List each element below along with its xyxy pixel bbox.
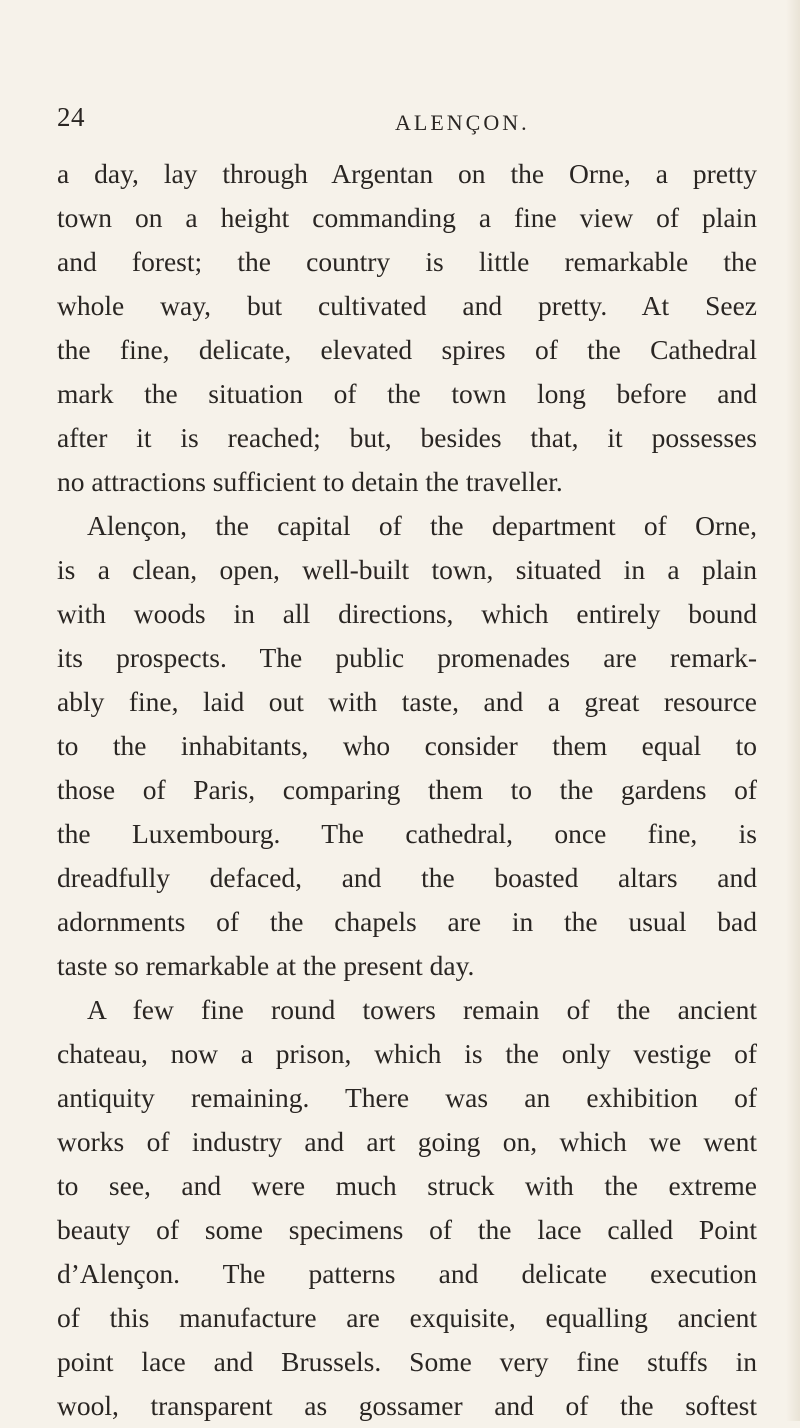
text-line: a day, lay through Argentan on the Orne, a pretty <box>57 158 757 189</box>
text-line: with woods in all directions, which entirely bound <box>57 598 757 629</box>
text-line: the Luxembourg. The cathedral, once fine, is <box>57 818 757 849</box>
text-line: taste so remarkable at the present day. <box>57 950 475 981</box>
text-line: A few fine round towers remain of the ancient <box>87 994 757 1025</box>
text-line: antiquity remaining. There was an exhibition of <box>57 1082 757 1113</box>
text-line: Alençon, the capital of the department of Orne, <box>87 510 757 541</box>
page-number: 24 <box>57 102 85 132</box>
text-line: after it is reached; but, besides that, it possesses <box>57 422 757 453</box>
text-line: those of Paris, comparing them to the gardens of <box>57 774 757 805</box>
page-header <box>0 0 800 160</box>
text-line: d’Alençon. The patterns and delicate execution <box>57 1258 757 1289</box>
text-line: town on a height commanding a fine view of plain <box>57 202 757 233</box>
text-line: mark the situation of the town long before and <box>57 378 757 409</box>
running-head: ALENÇON. <box>395 110 530 135</box>
text-line: wool, transparent as gossamer and of the softest <box>57 1390 757 1421</box>
text-line: the fine, delicate, elevated spires of the Cathedral <box>57 334 757 365</box>
text-line: chateau, now a prison, which is the only vestige of <box>57 1038 757 1069</box>
text-line: beauty of some specimens of the lace called Point <box>57 1214 757 1245</box>
page-edge-shadow <box>786 0 800 1421</box>
body-text <box>57 152 757 1428</box>
text-line: is a clean, open, well-built town, situated in a plain <box>57 554 757 585</box>
text-line: whole way, but cultivated and pretty. At Seez <box>57 290 757 321</box>
text-line: no attractions sufficient to detain the traveller. <box>57 466 563 497</box>
text-line: works of industry and art going on, which we went <box>57 1126 757 1157</box>
text-line: and forest; the country is little remarkable the <box>57 246 757 277</box>
text-line: adornments of the chapels are in the usual bad <box>57 906 757 937</box>
text-line: to see, and were much struck with the extreme <box>57 1170 757 1201</box>
text-line: to the inhabitants, who consider them equal to <box>57 730 757 761</box>
text-line: dreadfully defaced, and the boasted altars and <box>57 862 757 893</box>
text-line: its prospects. The public promenades are remark- <box>57 642 757 673</box>
text-line: point lace and Brussels. Some very fine stuffs in <box>57 1346 757 1377</box>
text-line: of this manufacture are exquisite, equalling ancient <box>57 1302 757 1333</box>
text-line: ably fine, laid out with taste, and a great resource <box>57 686 757 717</box>
